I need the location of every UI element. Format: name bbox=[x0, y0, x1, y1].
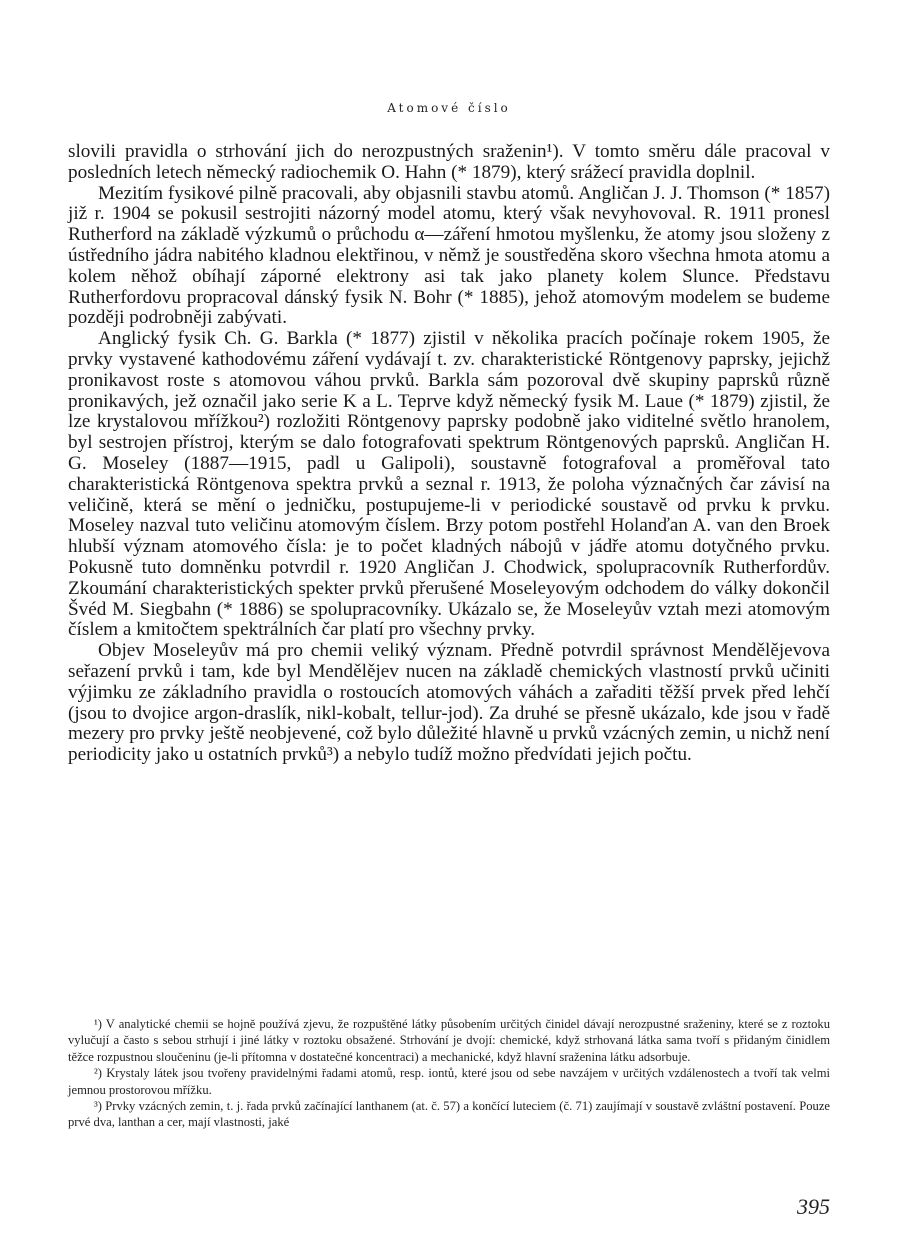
paragraph: slovili pravidla o strhování jich do nerozpustných sraženin¹). V tomto směru dále pracoval v posledních letech německý radiochemik O. Hahn (* 1879), který srážecí pravidla doplnil. bbox=[68, 141, 830, 183]
running-head: Atomové číslo bbox=[387, 101, 511, 115]
footnote: ³) Prvky vzácných zemin, t. j. řada prvků začínající lanthanem (at. č. 57) a končící luteciem (č. 71) zaujímají v soustavě zvláštní postavení. Pouze prvé dva, lanthan a cer, mají vlastnosti, jaké bbox=[68, 1099, 830, 1130]
paragraph: Mezitím fysikové pilně pracovali, aby objasnili stavbu atomů. Angličan J. J. Thomson (* 1857) již r. 1904 se pokusil sestrojiti názorný model atomu, který však nevyhovoval. R. 1911 pronesl Rutherford na základě výzkumů o průchodu α—záření hmotou myšlenku, že atomy jsou složeny z ústředního jádra nabitého kladnou elektřinou, v němž je soustředěna skoro všechna hmota atomu a kolem něhož obíhají záporné elektrony asi tak jako planety kolem Slunce. Představu Rutherfordovu propracoval dánský fysik N. Bohr (* 1885), jehož atomovým modelem se budeme později podrobněji zabývati. bbox=[68, 182, 830, 329]
footnote: ²) Krystaly látek jsou tvořeny pravidelnými řadami atomů, resp. iontů, které jsou od sebe navzájem v určitých vzdálenostech a tvoří tak velmi jemnou prostorovou mřížku. bbox=[68, 1066, 830, 1097]
paragraph: Objev Moseleyův má pro chemii veliký význam. Předně potvrdil správnost Mendělějevova seřazení prvků i tam, kde byl Mendělějev nucen na základě chemických vlastností prvků učiniti výjimku ze základního pravidla o rostoucích atomových váhách a zařaditi těžší prvek před lehčí (jsou to dvojice argon-draslík, nikl-kobalt, tellur-jod). Za druhé se přesně ukázalo, kde jsou v řadě mezery pro prvky ještě neobjevené, což bylo důležité hlavně u prvků vzácných zemin, u nichž není periodicity jako u ostatních prvků³) a nebylo tudíž možno předvídati jejich počtu. bbox=[68, 640, 830, 766]
page-number: 395 bbox=[797, 1194, 830, 1219]
paragraph: Anglický fysik Ch. G. Barkla (* 1877) zjistil v několika pracích počínaje rokem 1905, že prvky vystavené kathodovému záření vydávají t. zv. charakteristické Röntgenovy paprsky, jejichž pronikavost roste s atomovou váhou prvků. Barkla sám pozoroval dvě skupiny paprsků různě pronikavých, jež označil jako serie K a L. Teprve když německý fysik M. Laue (* 1879) zjistil, že lze krystalovou mřížkou²) rozložiti Röntgenovy paprsky podobně jako viditelné světlo hranolem, byl sestrojen přístroj, kterým se dalo fotografovati spektrum Röntgenových paprsků. Angličan H. G. Moseley (1887—1915, padl u Galipoli), soustavně fotografoval a proměřoval tato charakteristická Röntgenova spektra prvků a seznal r. 1913, že poloha význačných čar závisí na veličině, která se mění o jedničku, postupujeme-li v periodické soustavě od prvku k prvku. Moseley nazval tuto veličinu atomovým číslem. Brzy potom postřehl Holanďan A. van den Broek hlubší význam atomového čísla: je to počet kladných nábojů v jádře atomu dotyčného prvku. Pokusně tuto domněnku potvrdil r. 1920 Angličan J. Chodwick, spolupracovník Rutherfordův. Zkoumání charakteristických spekter prvků přerušené Moseleyovým odchodem do války dokončil Švéd M. Siegbahn (* 1886) se spolupracovníky. Ukázalo se, že Moseleyův vztah mezi atomovým číslem a kmitočtem spektrálních čar platí pro všechny prvky. bbox=[68, 328, 830, 641]
footnotes bbox=[68, 1016, 830, 1131]
footnote: ¹) V analytické chemii se hojně používá zjevu, že rozpuštěné látky působením určitých činidel dávají nerozpustné sraženiny, které se z roztoku vylučují a často s sebou strhují i jiné látky v roztoku obsažené. Strhování je dvojí: chemické, když strhovaná látka sama tvoří s přidaným činidlem těžce rozpustnou sloučeninu (je-li přítomna v dostatečné koncentraci) a mechanické, když hlavní sraženina látku adsorbuje. bbox=[68, 1017, 830, 1064]
book-page bbox=[68, 0, 830, 1250]
main-text bbox=[68, 142, 830, 766]
